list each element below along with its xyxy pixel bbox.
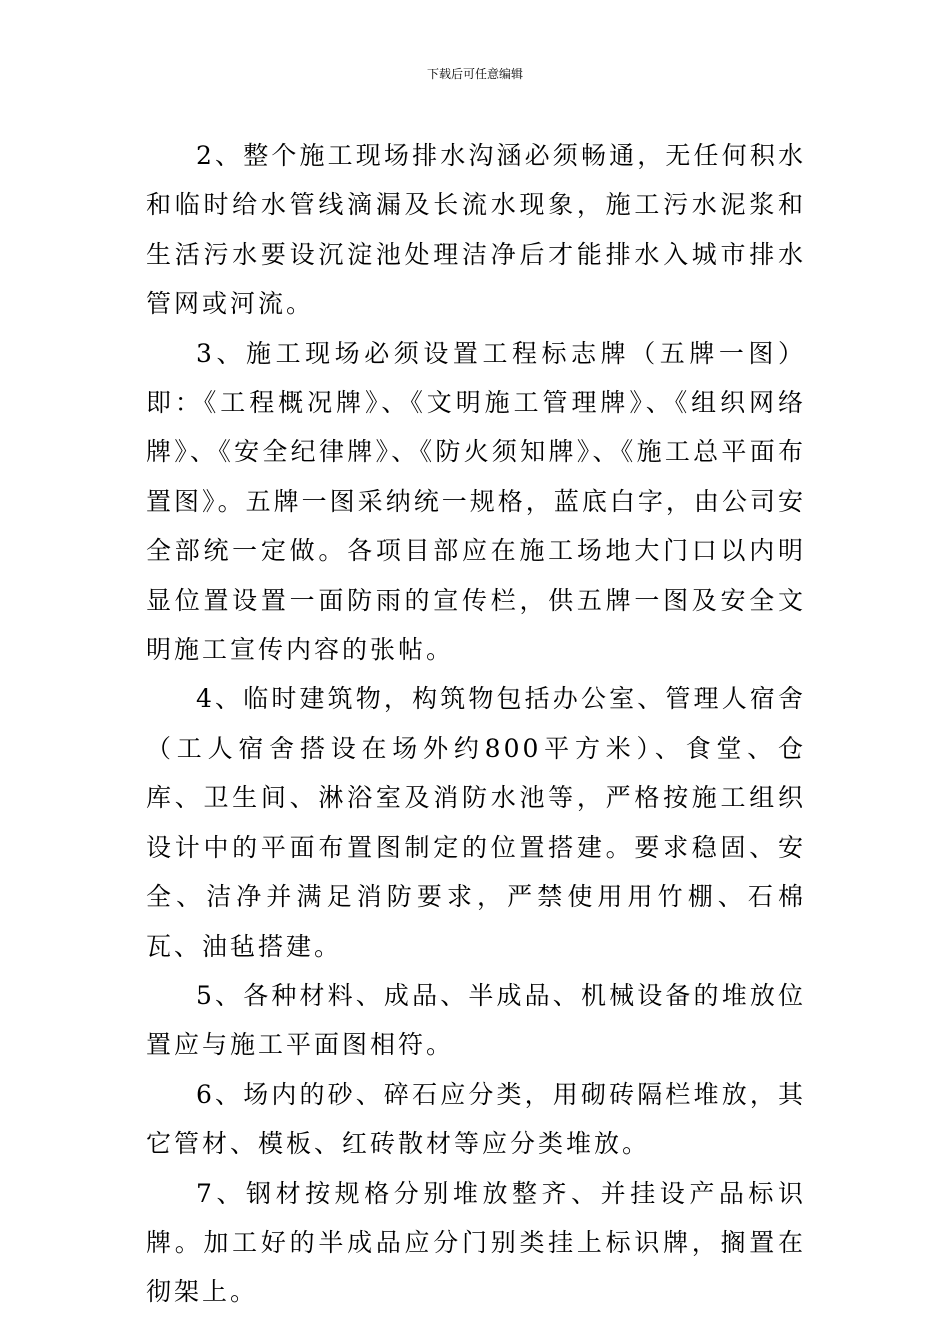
- paragraph-item-4: 4、临时建筑物，构筑物包括办公室、管理人宿舍（工人宿舍搭设在场外约800平方米）、食堂、仓库、卫生间、淋浴室及消防水池等，严格按施工组织设计中的平面布置图制定的位置搭建。要求稳固、安全、洁净并满足消防要求，严禁使用用竹棚、石棉瓦、油毡搭建。: [146, 684, 806, 961]
- paragraph-item-7: 7、钢材按规格分别堆放整齐、并挂设产品标识牌。加工好的半成品应分门别类挂上标识牌，搁置在彻架上。: [146, 1178, 806, 1307]
- page-header: 下载后可任意编辑: [426, 67, 523, 81]
- paragraph-item-5: 5、各种材料、成品、半成品、机械设备的堆放位置应与施工平面图相符。: [146, 980, 806, 1060]
- paragraph-item-2: 2、整个施工现场排水沟涵必须畅通，无任何积水和临时给水管线滴漏及长流水现象，施工污水泥浆和生活污水要设沉淀池处理洁净后才能排水入城市排水管网或河流。: [146, 141, 806, 319]
- paragraph-item-3: 3、施工现场必须设置工程标志牌（五牌一图）即：《工程概况牌》、《文明施工管理牌》、《组织网络牌》、《安全纪律牌》、《防火须知牌》、《施工总平面布置图》。五牌一图采纳统一规格，蓝底白字，由公司安全部统一定做。各项目部应在施工场地大门口以内明显位置设置一面防雨的宣传栏，供五牌一图及安全文明施工宣传内容的张帖。: [146, 338, 806, 665]
- paragraph-item-6: 6、场内的砂、碎石应分类，用砌砖隔栏堆放，其它管材、模板、红砖散材等应分类堆放。: [146, 1079, 806, 1159]
- document-body: [146, 131, 806, 1317]
